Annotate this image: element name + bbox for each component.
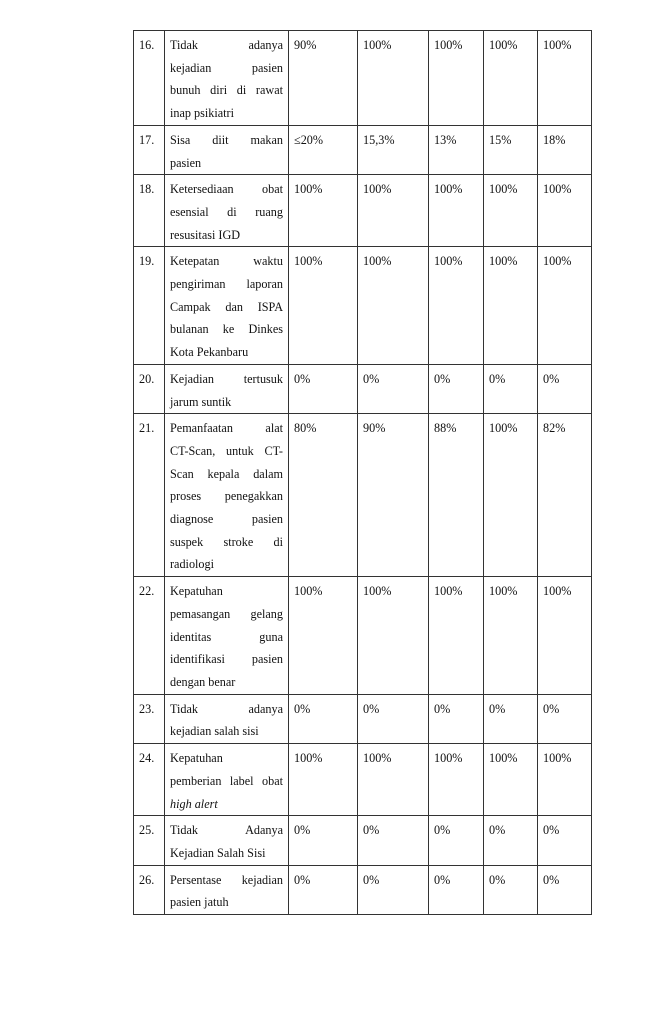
value-cell: [358, 816, 429, 865]
value-text: 0%: [363, 872, 380, 887]
row-number-cell: [134, 364, 165, 413]
indicator-name-line: inap psikiatri: [170, 106, 234, 121]
value-text: 100%: [434, 584, 463, 599]
indicator-name-line: Tidak adanya: [170, 701, 283, 716]
row-number: 21.: [139, 421, 155, 436]
value-cell: [538, 175, 592, 247]
value-cell: [358, 577, 429, 695]
row-number: 26.: [139, 872, 155, 887]
indicator-name: [165, 126, 288, 174]
indicator-name-line: Kejadian Salah Sisi: [170, 845, 266, 860]
value-text: 100%: [543, 254, 572, 269]
indicator-name-line: Kepatuhan: [170, 751, 223, 766]
value-text: 0%: [363, 371, 380, 386]
value-cell: [289, 364, 358, 413]
indicator-name-line: kejadian pasien: [170, 60, 283, 75]
value-text: 13%: [434, 132, 457, 147]
value-cell: [429, 364, 484, 413]
value-cell: [289, 865, 358, 914]
value-cell: [358, 744, 429, 816]
indicator-name: [165, 414, 288, 576]
value-text: 0%: [294, 823, 311, 838]
indicator-name-line: suspek stroke di: [170, 534, 283, 549]
indicator-name-cell: [165, 31, 289, 126]
row-number-cell: [134, 175, 165, 247]
value-text: 100%: [489, 254, 518, 269]
value-cell: [538, 247, 592, 365]
indicator-name-line: Campak dan ISPA: [170, 299, 283, 314]
value-text: 100%: [363, 584, 392, 599]
value-text: 100%: [489, 421, 518, 436]
value-cell: [289, 414, 358, 577]
indicator-name-line: diagnose pasien: [170, 512, 283, 527]
row-number-cell: [134, 577, 165, 695]
row-number-cell: [134, 247, 165, 365]
value-text: 0%: [489, 872, 506, 887]
indicator-name-line: dengan benar: [170, 674, 236, 689]
value-text: 100%: [434, 751, 463, 766]
value-text: ≤20%: [294, 132, 324, 147]
value-text: 88%: [434, 421, 457, 436]
value-cell: [429, 816, 484, 865]
value-cell: [429, 31, 484, 126]
indicator-name: [165, 31, 288, 125]
value-cell: [358, 364, 429, 413]
value-text: 0%: [294, 872, 311, 887]
table-row: [134, 865, 592, 914]
indicator-name-line: jarum suntik: [170, 394, 232, 409]
value-text: 100%: [489, 584, 518, 599]
indicator-name-line: proses penegakkan: [170, 489, 283, 504]
value-cell: [429, 414, 484, 577]
table-row: [134, 364, 592, 413]
value-text: 0%: [294, 701, 311, 716]
value-cell: [538, 865, 592, 914]
value-text: 100%: [294, 182, 323, 197]
row-number-cell: [134, 744, 165, 816]
value-cell: [358, 125, 429, 174]
indicator-name-line: Sisa diit makan: [170, 132, 283, 147]
table-row: [134, 247, 592, 365]
indicator-name: [165, 695, 288, 743]
value-cell: [484, 694, 538, 743]
indicator-name-line: resusitasi IGD: [170, 227, 241, 242]
row-number: 18.: [139, 182, 155, 197]
value-cell: [484, 247, 538, 365]
value-text: 100%: [434, 182, 463, 197]
value-cell: [289, 694, 358, 743]
indicator-name-line: pasien jatuh: [170, 895, 229, 910]
indicator-name-line: Persentase kejadian: [170, 872, 283, 887]
indicator-name-cell: [165, 577, 289, 695]
table-row: [134, 744, 592, 816]
value-text: 0%: [294, 371, 311, 386]
value-cell: [429, 125, 484, 174]
value-cell: [289, 175, 358, 247]
value-text: 100%: [363, 751, 392, 766]
indicator-name-line: kejadian salah sisi: [170, 724, 259, 739]
row-number: 20.: [139, 371, 155, 386]
indicator-name-cell: [165, 364, 289, 413]
row-number: 17.: [139, 132, 155, 147]
value-text: 100%: [489, 751, 518, 766]
value-cell: [358, 694, 429, 743]
value-cell: [429, 694, 484, 743]
indicator-name-line: pemasangan gelang: [170, 606, 283, 621]
value-text: 0%: [543, 701, 560, 716]
indicator-name-line: Kejadian tertusuk: [170, 371, 283, 386]
indicator-name-line: radiologi: [170, 557, 215, 572]
value-text: 0%: [434, 872, 451, 887]
value-cell: [429, 175, 484, 247]
value-text: 0%: [434, 371, 451, 386]
row-number: 23.: [139, 701, 155, 716]
value-text: 0%: [489, 823, 506, 838]
value-text: 18%: [543, 132, 566, 147]
indicator-name-line: Kepatuhan: [170, 584, 223, 599]
indicator-name: [165, 816, 288, 864]
value-text: 100%: [363, 38, 392, 52]
indicator-name-line: pengiriman laporan: [170, 277, 283, 292]
value-text: 100%: [294, 584, 323, 599]
value-text: 100%: [543, 38, 572, 52]
value-text: 100%: [543, 182, 572, 197]
value-text: 90%: [363, 421, 386, 436]
value-text: 90%: [294, 38, 317, 52]
row-number-cell: [134, 816, 165, 865]
value-text: 100%: [434, 254, 463, 269]
value-text: 100%: [363, 254, 392, 269]
value-text: 100%: [489, 182, 518, 197]
indicator-name-cell: [165, 247, 289, 365]
value-text: 0%: [543, 823, 560, 838]
value-cell: [538, 31, 592, 126]
indicator-name-line: high alert: [170, 796, 218, 811]
indicator-name-cell: [165, 694, 289, 743]
value-cell: [484, 31, 538, 126]
indicator-name-cell: [165, 175, 289, 247]
row-number-cell: [134, 414, 165, 577]
value-cell: [484, 175, 538, 247]
indicator-name-cell: [165, 744, 289, 816]
value-cell: [289, 577, 358, 695]
value-cell: [538, 816, 592, 865]
value-cell: [484, 744, 538, 816]
value-text: 100%: [363, 182, 392, 197]
indicator-name-line: Ketersediaan obat: [170, 182, 283, 197]
value-cell: [358, 247, 429, 365]
indicator-name-cell: [165, 865, 289, 914]
value-text: 82%: [543, 421, 566, 436]
indicator-name-line: Pemanfaatan alat: [170, 421, 283, 436]
indicator-name-cell: [165, 125, 289, 174]
table-row: [134, 577, 592, 695]
row-number: 16.: [139, 38, 155, 52]
value-text: 0%: [434, 701, 451, 716]
indicator-name-line: Tidak adanya: [170, 38, 283, 52]
value-text: 100%: [489, 38, 518, 52]
value-text: 0%: [363, 823, 380, 838]
value-cell: [289, 31, 358, 126]
value-text: 0%: [363, 701, 380, 716]
indicator-name-cell: [165, 816, 289, 865]
table-row: [134, 414, 592, 577]
value-cell: [538, 694, 592, 743]
value-cell: [358, 414, 429, 577]
row-number: 22.: [139, 584, 155, 599]
value-text: 0%: [543, 872, 560, 887]
value-text: 15%: [489, 132, 512, 147]
value-text: 100%: [294, 254, 323, 269]
row-number-cell: [134, 865, 165, 914]
value-cell: [289, 816, 358, 865]
value-text: 100%: [543, 584, 572, 599]
value-cell: [289, 744, 358, 816]
value-cell: [358, 31, 429, 126]
indicator-name-line: CT-Scan, untuk CT-: [170, 443, 283, 458]
table-row: [134, 694, 592, 743]
row-number-cell: [134, 125, 165, 174]
value-cell: [538, 414, 592, 577]
table-row: [134, 816, 592, 865]
indicator-name-line: identifikasi pasien: [170, 652, 283, 667]
value-cell: [289, 247, 358, 365]
indicator-table: [133, 30, 592, 915]
indicator-name: [165, 744, 288, 815]
value-cell: [484, 577, 538, 695]
value-cell: [484, 414, 538, 577]
value-cell: [538, 125, 592, 174]
value-text: 80%: [294, 421, 317, 436]
indicator-name-line: identitas guna: [170, 629, 283, 644]
indicator-name-line: pasien: [170, 155, 202, 170]
row-number: 25.: [139, 823, 155, 838]
indicator-name-line: bunuh diri di rawat: [170, 83, 283, 98]
table-row: [134, 31, 592, 126]
indicator-name: [165, 577, 288, 694]
indicator-name-cell: [165, 414, 289, 577]
indicator-name-line: esensial di ruang: [170, 204, 283, 219]
indicator-name-line: pemberian label obat: [170, 773, 283, 788]
value-text: 100%: [434, 38, 463, 52]
table-row: [134, 125, 592, 174]
indicator-name: [165, 175, 288, 246]
value-cell: [484, 364, 538, 413]
value-text: 0%: [543, 371, 560, 386]
value-text: 100%: [294, 751, 323, 766]
row-number: 24.: [139, 751, 155, 766]
value-cell: [429, 865, 484, 914]
value-cell: [538, 364, 592, 413]
indicator-name-line: Scan kepala dalam: [170, 466, 283, 481]
value-cell: [358, 865, 429, 914]
row-number-cell: [134, 694, 165, 743]
value-text: 15,3%: [363, 132, 395, 147]
value-cell: [429, 247, 484, 365]
indicator-name: [165, 247, 288, 364]
value-cell: [484, 125, 538, 174]
value-cell: [484, 816, 538, 865]
value-cell: [538, 744, 592, 816]
indicator-name-line: Ketepatan waktu: [170, 254, 283, 269]
indicator-name-line: bulanan ke Dinkes: [170, 322, 283, 337]
row-number: 19.: [139, 254, 155, 269]
indicator-name: [165, 365, 288, 413]
value-text: 0%: [434, 823, 451, 838]
row-number-cell: [134, 31, 165, 126]
value-cell: [429, 744, 484, 816]
value-cell: [484, 865, 538, 914]
value-text: 0%: [489, 371, 506, 386]
table-row: [134, 175, 592, 247]
value-cell: [358, 175, 429, 247]
value-cell: [289, 125, 358, 174]
indicator-name: [165, 866, 288, 914]
indicator-name-line: Tidak Adanya: [170, 823, 283, 838]
indicator-name-line: Kota Pekanbaru: [170, 345, 249, 360]
value-text: 0%: [489, 701, 506, 716]
value-cell: [538, 577, 592, 695]
value-cell: [429, 577, 484, 695]
value-text: 100%: [543, 751, 572, 766]
